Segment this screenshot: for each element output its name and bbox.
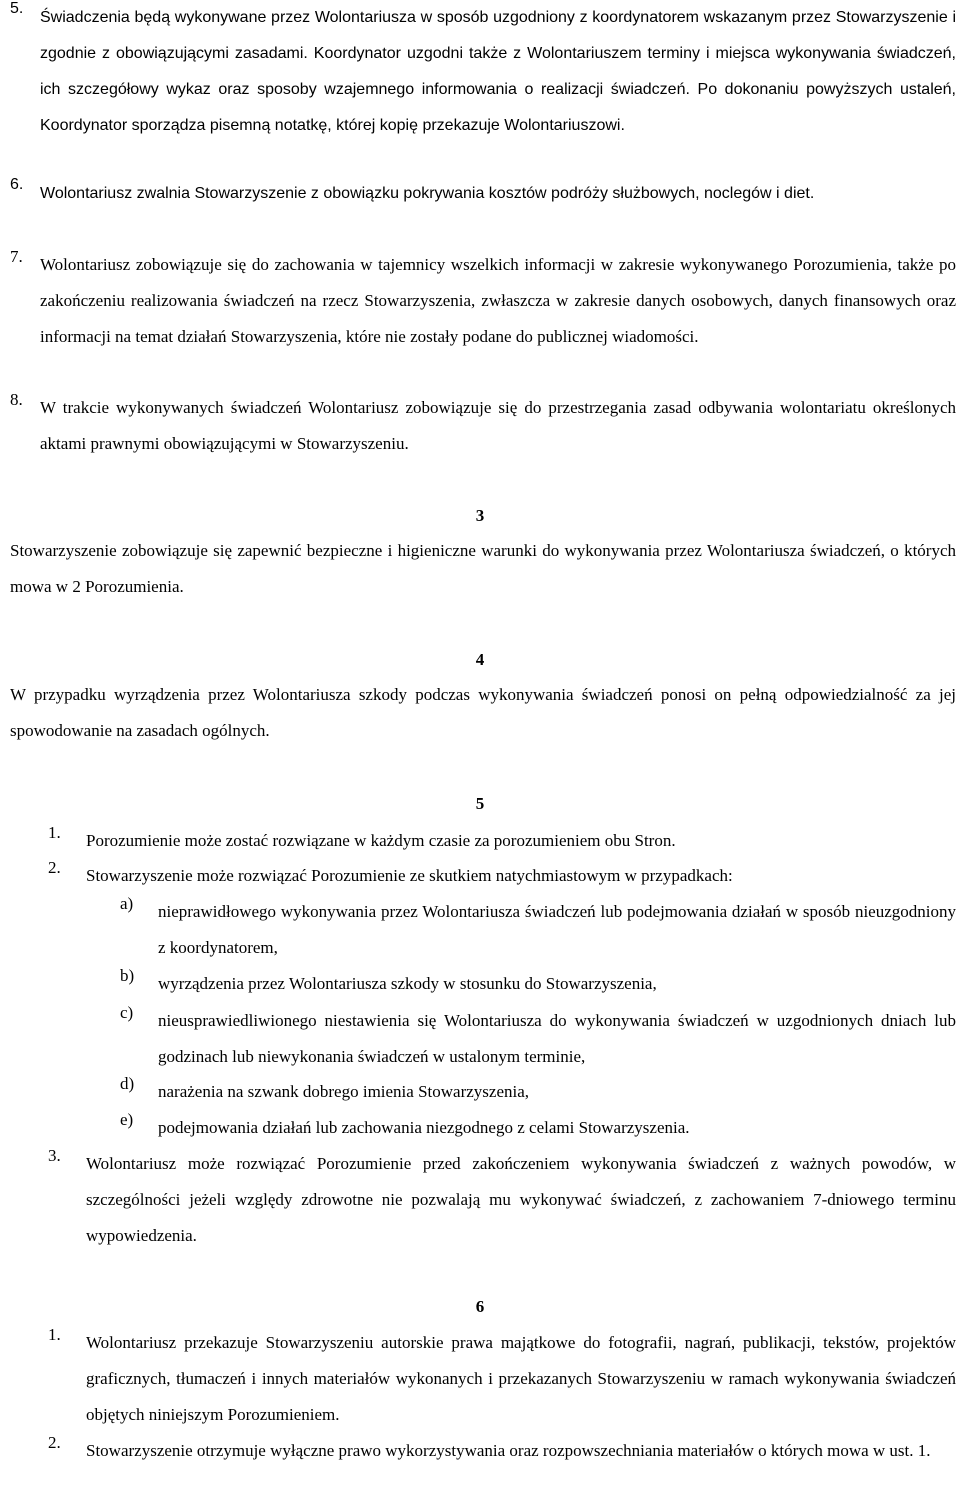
section-heading-5 <box>0 794 960 814</box>
section-6-item-2 <box>48 1433 956 1469</box>
subitem-text: wyrządzenia przez Wolontariusza szkody w stosunku do Stowarzyszenia, <box>158 974 657 993</box>
item-text: Świadczenia będą wykonywane przez Wolontariusza w sposób uzgodniony z koordynatorem wskazanym przez Stowarzyszenie i zgodnie z obowiązującymi zasadami. Koordynator uzgodni także z Wolontariuszem terminy i miejsca wykonywania świadczeń, ich szczegółowy wykaz oraz sposoby wzajemnego informowania o realizacji świadczeń. Po dokonaniu powyższych ustaleń, Koordynator sporządza pisemną notatkę, której kopię przekazuje Wolontariuszowi. <box>40 9 956 134</box>
item-number: 6. <box>10 176 24 193</box>
section-5-subitem-b <box>120 966 956 1002</box>
item-number: 2. <box>48 858 61 877</box>
item-text: Wolontariusz może rozwiązać Porozumienie przed zakończeniem wykonywania świadczeń z ważnych powodów, w szczególności jeżeli względy zdrowotne nie pozwalają mu wykonywać świadczeń, z zachowaniem 7-dniowego terminu wypowiedzenia. <box>86 1154 956 1245</box>
paragraph-item-7 <box>10 247 956 355</box>
section-6-item-1 <box>48 1325 956 1433</box>
section-heading-6 <box>0 1297 960 1317</box>
item-number: 1. <box>48 1325 61 1344</box>
subitem-letter: c) <box>120 1003 134 1022</box>
item-text: Wolontariusz zwalnia Stowarzyszenie z obowiązku pokrywania kosztów podróży służbowych, noclegów i diet. <box>40 185 815 202</box>
subitem-text: podejmowania działań lub zachowania niezgodnego z celami Stowarzyszenia. <box>158 1118 690 1137</box>
item-number: 7. <box>10 247 23 266</box>
subitem-text: nieusprawiedliwionego niestawienia się Wolontariusza do wykonywania świadczeń w uzgodnionych dniach lub godzinach lub niewykonania świadczeń w ustalonym terminie, <box>158 1011 956 1066</box>
item-text: W trakcie wykonywanych świadczeń Wolontariusz zobowiązuje się do przestrzegania zasad odbywania wolontariatu określonych aktami prawnymi obowiązującymi w Stowarzyszeniu. <box>40 398 956 453</box>
section-5-subitem-a <box>120 894 956 966</box>
section-5-item-3 <box>48 1146 956 1254</box>
item-number: 1. <box>48 823 61 842</box>
subitem-letter: a) <box>120 894 134 913</box>
section-4-text: W przypadku wyrządzenia przez Wolontariusza szkody podczas wykonywania świadczeń ponosi on pełną odpowiedzialność za jej spowodowanie na zasadach ogólnych. <box>10 685 956 740</box>
section-5-item-1 <box>48 823 956 859</box>
subitem-letter: b) <box>120 966 135 985</box>
section-number: 6 <box>475 1297 485 1316</box>
item-number: 8. <box>10 390 23 409</box>
subitem-text: narażenia na szwank dobrego imienia Stowarzyszenia, <box>158 1082 530 1101</box>
section-5-subitem-c <box>120 1003 956 1075</box>
item-text: Stowarzyszenie otrzymuje wyłączne prawo wykorzystywania oraz rozpowszechniania materiałów o których mowa w ust. 1. <box>86 1441 931 1460</box>
item-number: 2. <box>48 1433 61 1452</box>
item-text: Wolontariusz przekazuje Stowarzyszeniu autorskie prawa majątkowe do fotografii, nagrań, publikacji, tekstów, projektów graficznych, tłumaczeń i innych materiałów wykonanych i przekazanych Stowarzyszeniu w ramach wykonywania świadczeń objętych niniejszym Porozumieniem. <box>86 1333 956 1424</box>
item-number: 3. <box>48 1146 61 1165</box>
section-5-subitem-d <box>120 1074 956 1110</box>
section-3-text: Stowarzyszenie zobowiązuje się zapewnić bezpieczne i higieniczne warunki do wykonywania przez Wolontariusza świadczeń, o których mowa w 2 Porozumienia. <box>10 541 956 596</box>
subitem-letter: e) <box>120 1110 134 1129</box>
section-heading-3 <box>0 506 960 526</box>
item-number: 5. <box>10 0 24 17</box>
section-number: 4 <box>475 650 485 669</box>
section-5-item-2 <box>48 858 956 894</box>
section-5-subitem-e <box>120 1110 956 1146</box>
subitem-text: nieprawidłowego wykonywania przez Wolontariusza świadczeń lub podejmowania działań w sposób nieuzgodniony z koordynatorem, <box>158 902 956 957</box>
section-number: 5 <box>475 794 485 813</box>
section-number: 3 <box>475 506 485 525</box>
item-text: Wolontariusz zobowiązuje się do zachowania w tajemnicy wszelkich informacji w zakresie wykonywanego Porozumienia, także po zakończeniu realizowania świadczeń na rzecz Stowarzyszenia, zwłaszcza w zakresie danych osobowych, danych finansowych oraz informacji na temat działań Stowarzyszenia, które nie zostały podane do publicznej wiadomości. <box>40 255 956 346</box>
paragraph-item-5 <box>10 0 956 144</box>
section-heading-4 <box>0 650 960 670</box>
subitem-letter: d) <box>120 1074 135 1093</box>
item-text: Porozumienie może zostać rozwiązane w każdym czasie za porozumieniem obu Stron. <box>86 831 676 850</box>
paragraph-item-6 <box>10 176 956 212</box>
paragraph-item-8 <box>10 390 956 462</box>
item-text: Stowarzyszenie może rozwiązać Porozumienie ze skutkiem natychmiastowym w przypadkach: <box>86 866 733 885</box>
